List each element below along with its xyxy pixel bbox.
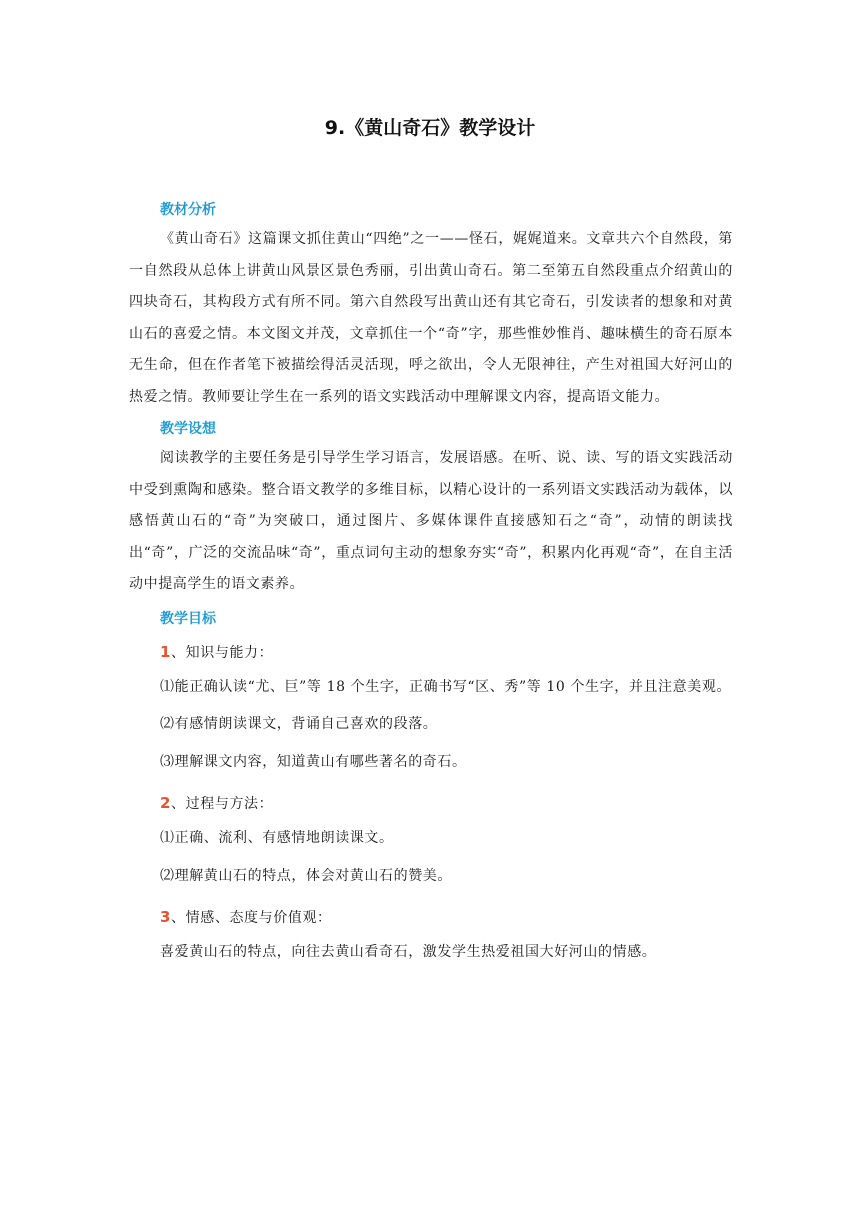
goal-number: 1 (160, 642, 172, 661)
goal-number: 2 (160, 794, 172, 812)
goal-item: ⑴能正确认读“尤、巨”等 18 个生字，正确书写“区、秀”等 10 个生字，并且注意美观。 (160, 678, 732, 695)
goal-label: 、知识与能力： (171, 644, 274, 661)
document-body (129, 196, 733, 975)
goal-item: ⑶理解课文内容，知道黄山有哪些著名的奇石。 (160, 753, 467, 770)
goal-group-1-heading (129, 633, 733, 672)
goal-group-2-heading (129, 784, 733, 823)
goal-label: 、过程与方法： (171, 796, 274, 812)
goal-item: 喜爱黄山石的特点，向往去黄山看奇石，激发学生热爱祖国大好河山的情感。 (160, 944, 657, 960)
page-title: 9.《黄山奇石》教学设计 (324, 117, 536, 139)
concept-paragraph: 阅读教学的主要任务是引导学生学习语言，发展语感。在听、说、读、写的语文实践活动中受到熏陶和感染。整合语文教学的多维目标，以精心设计的一系列语文实践活动为载体，以感悟黄山石的“奇”为突破口，通过图片、多媒体课件直接感知石之“奇”，动情的朗读找出“奇”，广泛的交流品味“奇”，重点词句主动的想象夯实“奇”，积累内化再观“奇”，在自主活动中提高学生的语文素养。 (129, 450, 733, 592)
goal-group-3-heading (129, 898, 733, 937)
goal-label: 、情感、态度与价值观： (171, 910, 332, 926)
goal-item: ⑵有感情朗读课文，背诵自己喜欢的段落。 (160, 716, 438, 732)
section-heading-concept: 教学设想 (160, 421, 216, 437)
section-heading-analysis: 教材分析 (160, 202, 216, 218)
goal-number: 3 (160, 908, 172, 926)
goal-item: ⑵理解黄山石的特点，体会对黄山石的赞美。 (160, 867, 452, 884)
section-heading-goals: 教学目标 (160, 610, 216, 627)
analysis-paragraph: 《黄山奇石》这篇课文抓住黄山“四绝”之一——怪石，娓娓道来。文章共六个自然段，第一自然段从总体上讲黄山风景区景色秀丽，引出黄山奇石。第二至第五自然段重点介绍黄山的四块奇石，其构段方式有所不同。第六自然段写出黄山还有其它奇石，引发读者的想象和对黄山石的喜爱之情。本文图文并茂，文章抓住一个“奇”字，那些惟妙惟肖、趣味横生的奇石原本无生命，但在作者笔下被描绘得活灵活现，呼之欲出，令人无限神往，产生对祖国大好河山的热爱之情。教师要让学生在一系列的语文实践活动中理解课文内容，提高语文能力。 (129, 231, 733, 405)
goal-item: ⑴正确、流利、有感情地朗读课文。 (160, 830, 394, 846)
